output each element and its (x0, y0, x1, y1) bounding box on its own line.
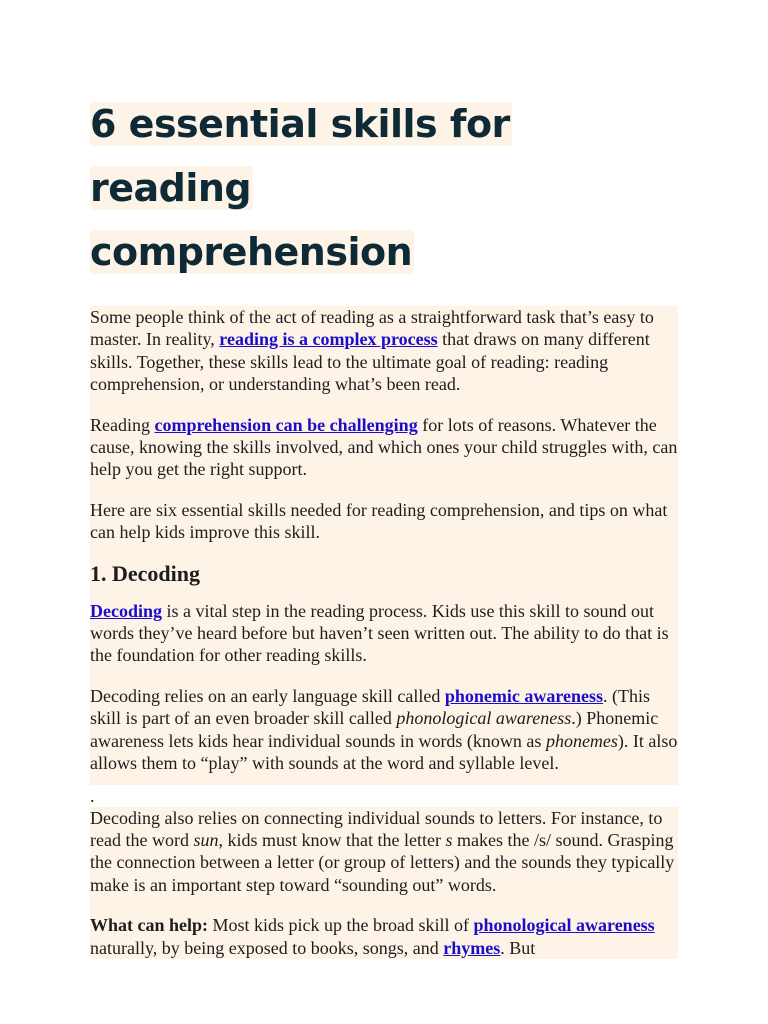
phonemic-awareness-link[interactable]: phonemic awareness (444, 685, 604, 706)
section-heading-decoding: 1. Decoding (90, 552, 678, 600)
paragraph-what-can-help (90, 914, 678, 959)
phonological-awareness-link[interactable]: phonological awareness (473, 915, 655, 936)
document-body (90, 92, 678, 959)
paragraph-text: Here are six essential skills needed for reading comprehension, and tips on what can help kids improve this skill. (90, 499, 668, 543)
paragraph-challenging (90, 414, 678, 489)
paragraph-intro (90, 306, 678, 404)
paragraph-text: Decoding relies on an early language skill called phonemic awareness. (This skill is part of an even broader skill called phonological awareness.) Phonemic awareness lets kids hear individual sounds in words (known as phonemes). It also allows them to “play” with sounds at the word and syllable level. (90, 685, 678, 774)
title-line-2: comprehension (90, 230, 413, 274)
decoding-link[interactable]: Decoding (90, 600, 162, 621)
paragraph-text: Decoding is a vital step in the reading process. Kids use this skill to sound out words they’ve heard before but haven’t seen written out. The ability to do that is the foundation for other reading skills. (90, 600, 669, 666)
paragraph-text: Decoding also relies on connecting individual sounds to letters. For instance, to read the word sun, kids must know that the letter s makes the /s/ sound. Grasping the connection between a letter (or group of letters) and the sounds they typically make is an important step toward “sounding out” words. (90, 807, 675, 895)
reading-complex-process-link[interactable]: reading is a complex process (219, 329, 438, 350)
paragraph-decoding (90, 600, 678, 675)
paragraph-text: What can help: Most kids pick up the broad skill of phonological awareness naturally, by being exposed to books, songs, and rhymes. But (90, 915, 655, 958)
page-title (90, 92, 678, 284)
paragraph-text: Reading comprehension can be challenging for lots of reasons. Whatever the cause, knowing the skills involved, and which ones your child struggles with, can help you get the right support. (90, 414, 678, 480)
stray-period: . (90, 785, 678, 807)
paragraph-text: Some people think of the act of reading as a straightforward task that’s easy to master. In reality, reading is a complex process that draws on many different skills. Together, these skills lead to the ultimate goal of reading: reading comprehension, or understanding what’s been read. (90, 307, 654, 395)
paragraph-six-skills (90, 499, 678, 552)
paragraph-sounds-letters (90, 807, 678, 905)
title-line-1: 6 essential skills for reading (90, 102, 510, 210)
rhymes-link[interactable]: rhymes (443, 937, 501, 958)
paragraph-phonemic (90, 685, 678, 785)
comprehension-challenging-link[interactable]: comprehension can be challenging (154, 414, 418, 435)
